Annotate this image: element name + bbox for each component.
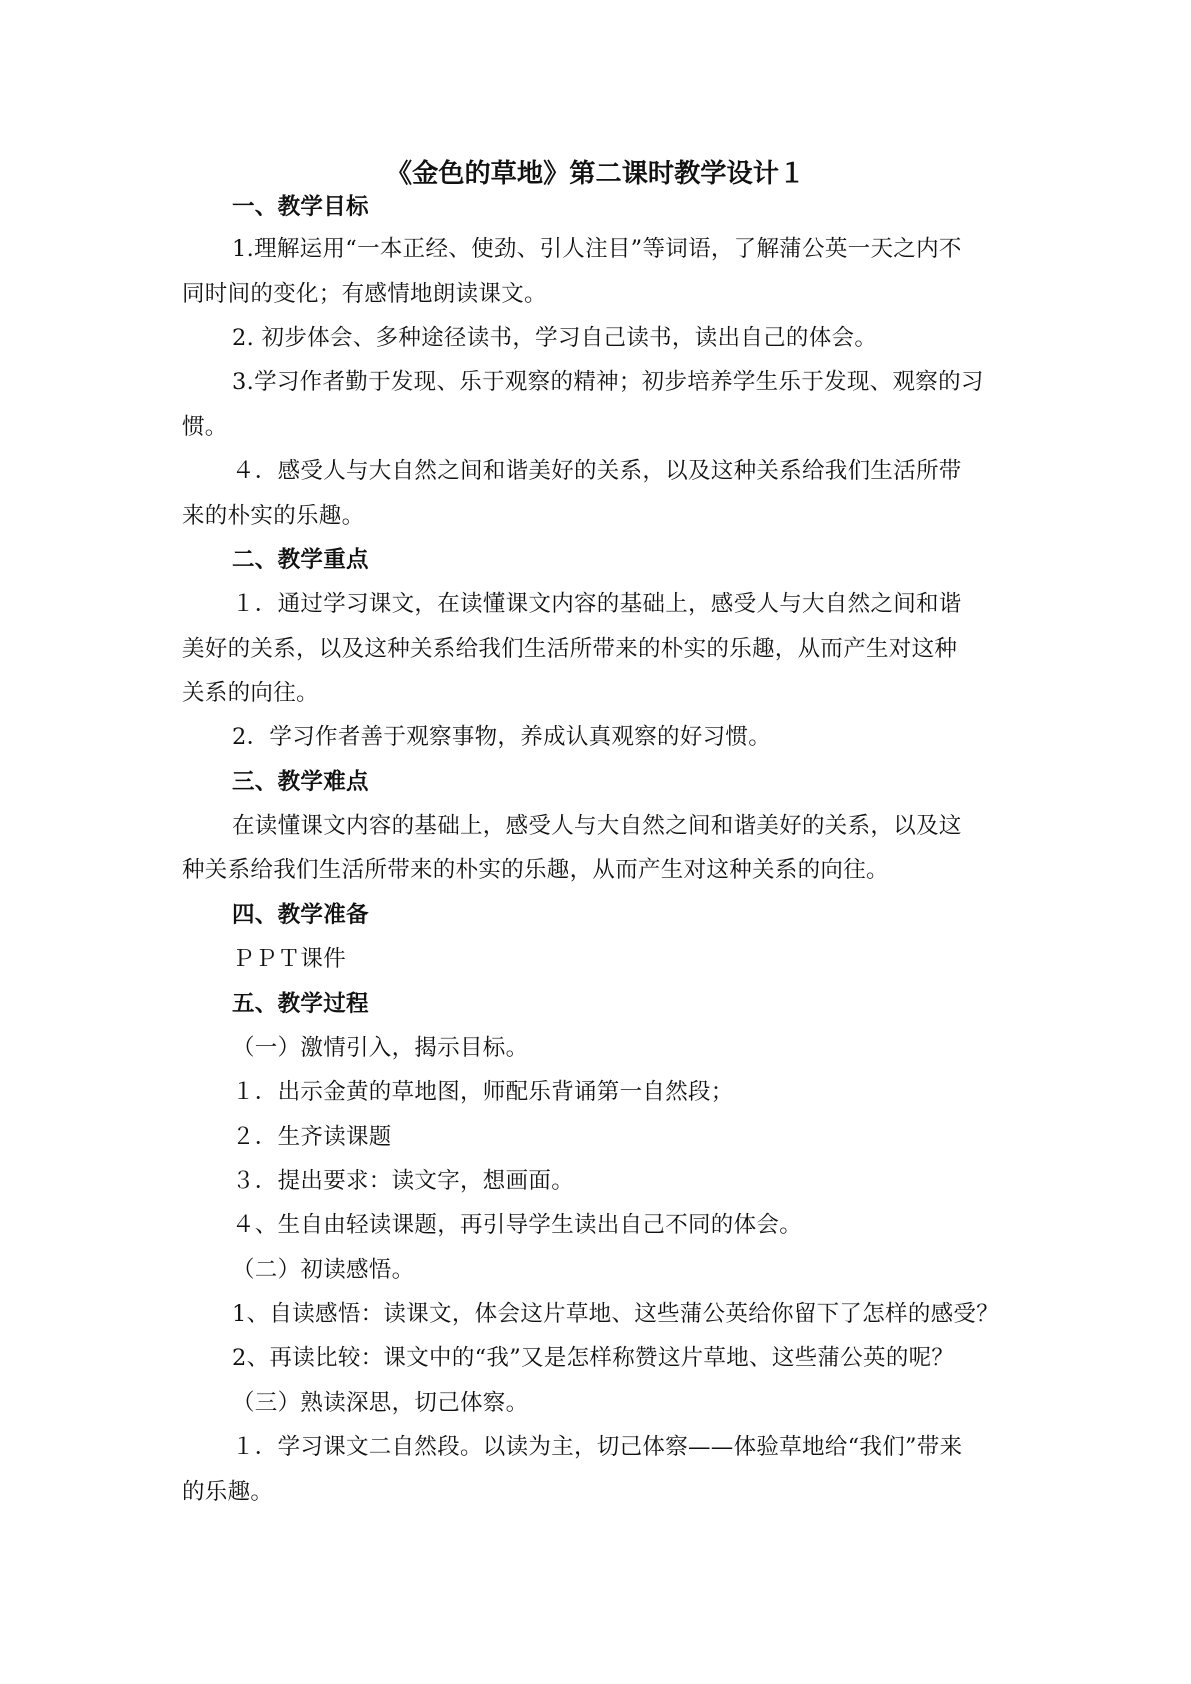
difficulties-line2: 种关系给我们生活所带来的朴实的乐趣，从而产生对这种关系的向往。	[182, 857, 889, 883]
process-part2-item2: 2、再读比较：课文中的“我”又是怎样称赞这片草地、这些蒲公英的呢？	[232, 1345, 955, 1371]
section-heading-preparation: 四、教学准备	[232, 902, 369, 928]
process-part1-item3: ３．提出要求：读文字，想画面。	[232, 1168, 575, 1194]
process-part1-item1: １．出示金黄的草地图，师配乐背诵第一自然段；	[232, 1079, 734, 1105]
goals-item3-line2: 惯。	[182, 414, 228, 440]
process-part1-item2: ２．生齐读课题	[232, 1124, 392, 1150]
preparation-text: ＰＰＴ课件	[232, 946, 347, 972]
process-part3-heading: （三）熟读深思，切己体察。	[232, 1390, 529, 1416]
goals-item4-line1: ４．感受人与大自然之间和谐美好的关系，以及这种关系给我们生活所带	[232, 458, 962, 484]
section-heading-process: 五、教学过程	[232, 991, 369, 1017]
goals-item1-line2: 同时间的变化；有感情地朗读课文。	[182, 281, 547, 307]
key-points-item1-line2: 美好的关系，以及这种关系给我们生活所带来的朴实的乐趣，从而产生对这种	[182, 636, 958, 662]
goals-item4-line2: 来的朴实的乐趣。	[182, 503, 365, 529]
section-heading-key-points: 二、教学重点	[232, 547, 369, 573]
section-heading-goals: 一、教学目标	[232, 194, 369, 220]
process-part1-item4: ４、生自由轻读课题，再引导学生读出自己不同的体会。	[232, 1212, 803, 1238]
key-points-item2: 2．学习作者善于观察事物，养成认真观察的好习惯。	[232, 724, 772, 750]
process-part1-heading: （一）激情引入，揭示目标。	[232, 1035, 529, 1061]
process-part2-heading: （二）初读感悟。	[232, 1257, 415, 1283]
process-part3-item1-line1: １．学习课文二自然段。以读为主，切己体察——体验草地给“我们”带来	[232, 1434, 963, 1460]
process-part3-item1-line2: 的乐趣。	[182, 1479, 274, 1505]
document-title: 《金色的草地》第二课时教学设计１	[385, 158, 806, 189]
key-points-item1-line1: １．通过学习课文，在读懂课文内容的基础上，感受人与大自然之间和谐	[232, 591, 962, 617]
section-heading-difficulties: 三、教学难点	[232, 769, 369, 795]
goals-item1-line1: 1.理解运用“一本正经、使劲、引人注目”等词语，了解蒲公英一天之内不	[232, 236, 962, 262]
key-points-item1-line3: 关系的向往。	[182, 680, 319, 706]
difficulties-line1: 在读懂课文内容的基础上，感受人与大自然之间和谐美好的关系，以及这	[232, 813, 962, 839]
goals-item3-line1: 3.学习作者勤于发现、乐于观察的精神；初步培养学生乐于发现、观察的习	[232, 369, 984, 395]
process-part2-item1: 1、自读感悟：读课文，体会这片草地、这些蒲公英给你留下了怎样的感受？	[232, 1301, 1000, 1327]
goals-item2: 2. 初步体会、多种途径读书，学习自己读书，读出自己的体会。	[232, 325, 878, 351]
